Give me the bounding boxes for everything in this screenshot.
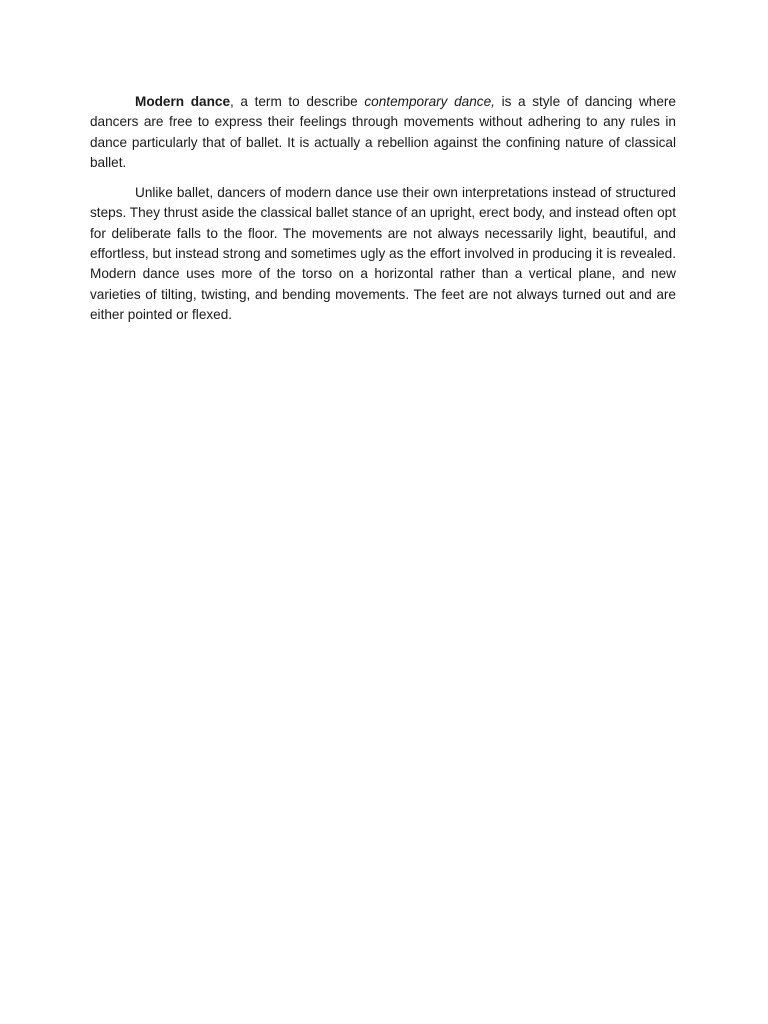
document-body [90, 92, 676, 335]
term-contemporary-dance: contemporary dance, [364, 94, 495, 109]
paragraph-1 [90, 92, 676, 173]
paragraph-2: Unlike ballet, dancers of modern dance use their own interpretations instead of structured steps. They thrust aside the classical ballet stance of an upright, erect body, and instead often opt for deliberate falls to the floor. The movements are not always necessarily light, beautiful, and effortless, but instead strong and sometimes ugly as the effort involved in producing it is revealed. Modern dance uses more of the torso on a horizontal rather than a vertical plane, and new varieties of tilting, twisting, and bending movements. The feet are not always turned out and are either pointed or flexed. [90, 185, 676, 322]
paragraph-1-text-b: is a style of dancing where dancers are free to express their feelings through movements without adhering to any rules in dance particularly that of ballet. It is actually a rebellion against the confining nature of classical ballet. [90, 94, 676, 170]
paragraph-1-text-a: , a term to describe [230, 94, 365, 109]
term-modern-dance: Modern dance [135, 94, 230, 109]
